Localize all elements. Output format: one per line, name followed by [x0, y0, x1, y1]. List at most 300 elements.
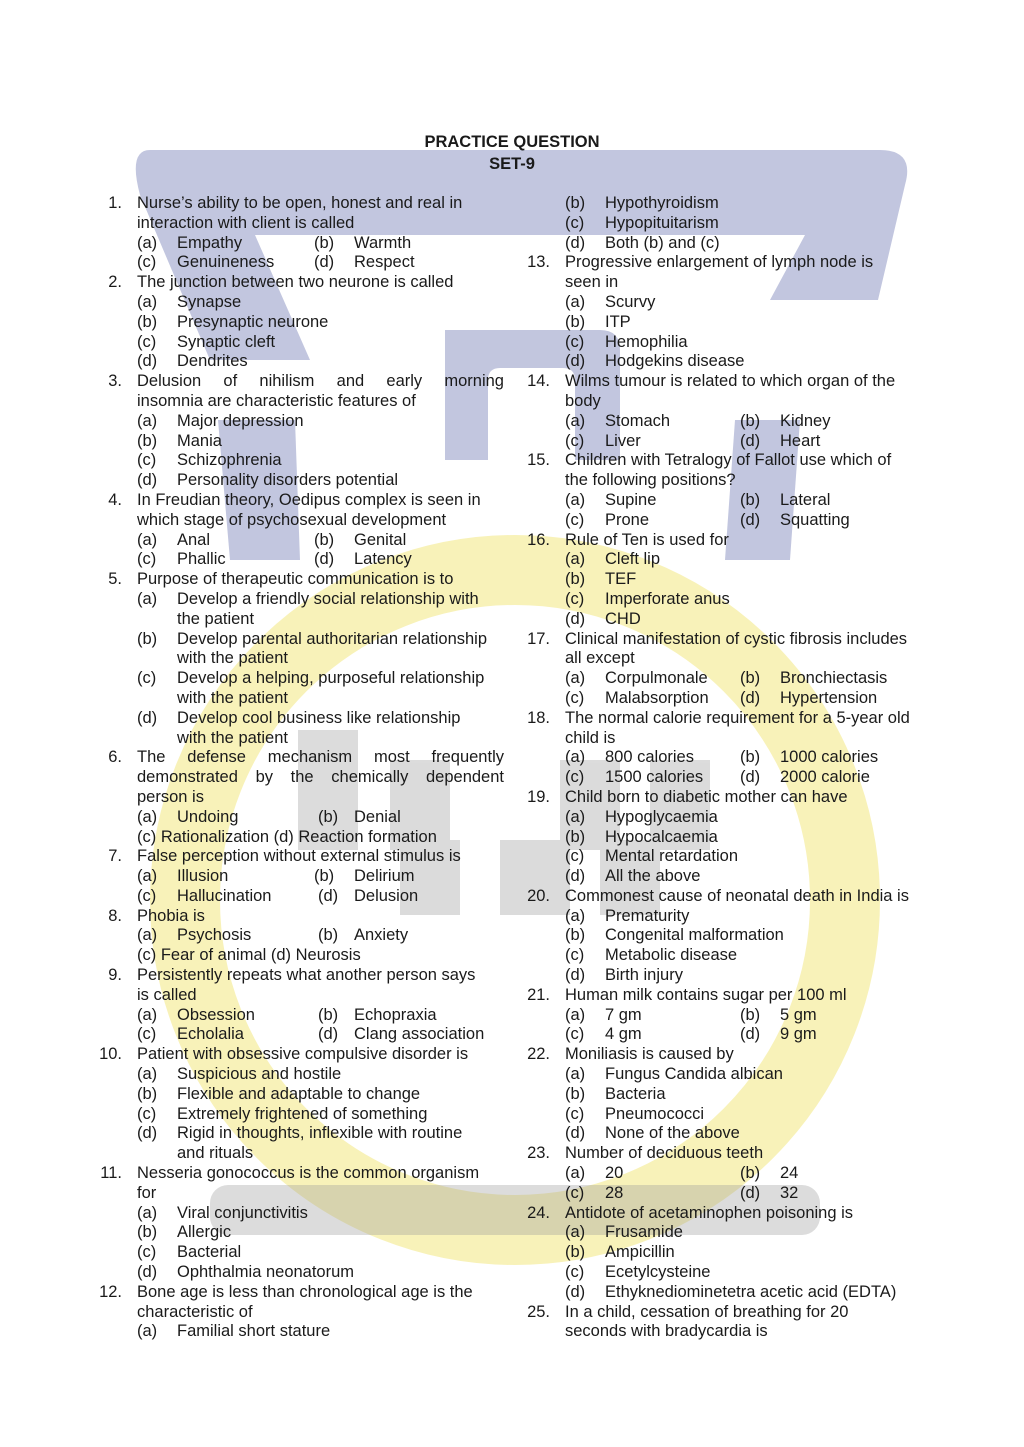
option-label: (a) [137, 411, 158, 430]
question-text: Commonest cause of neonatal death in India is [565, 886, 909, 905]
option-label: (c) [565, 213, 585, 232]
question-line [92, 313, 504, 333]
option-label: (b) [318, 926, 339, 945]
option-text: 32 [780, 1183, 799, 1202]
option-label: (c) [565, 1104, 585, 1123]
option-label: (d) [565, 1124, 586, 1143]
question-text: (c) Rationalization (d) Reaction formation [137, 827, 437, 846]
question-text: (c) Fear of animal (d) Neurosis [137, 946, 361, 965]
option-label: (c) [137, 451, 157, 470]
option-text: Develop parental authoritarian relationship [177, 629, 488, 648]
question-line [92, 491, 504, 511]
option-text: All the above [605, 867, 701, 886]
question-line [92, 293, 504, 313]
option-text: Empathy [177, 233, 243, 252]
option-text: Genital [354, 530, 407, 549]
option-label: (c) [137, 1243, 157, 1262]
option-label: (c) [137, 550, 157, 569]
question-line [92, 333, 504, 353]
option-label: (a) [137, 292, 158, 311]
question-line [92, 372, 504, 392]
question-text: Bone age is less than chronological age is the [137, 1282, 473, 1301]
option-text: Kidney [780, 411, 831, 430]
question-line [92, 1263, 504, 1283]
option-label: (b) [137, 312, 158, 331]
question-line [92, 986, 504, 1006]
option-text: Personality disorders potential [177, 471, 399, 490]
question-line [520, 372, 930, 392]
option-label: (b) [137, 1223, 158, 1242]
option-text: Familial short stature [177, 1322, 331, 1341]
option-text: Denial [354, 807, 401, 826]
question-line [92, 1243, 504, 1263]
question-text: Child born to diabetic mother can have [565, 787, 848, 806]
question-text: Children with Tetralogy of Fallot use which of [565, 451, 892, 470]
option-text: Fungus Candida albican [605, 1065, 783, 1084]
option-text: Synapse [177, 292, 242, 311]
option-label: (c) [565, 946, 585, 965]
question-text: demonstrated by the chemically dependent [137, 768, 504, 787]
option-label: (a) [137, 926, 158, 945]
option-label: (c) [137, 1025, 157, 1044]
question-line [92, 1322, 504, 1342]
option-text: Anxiety [354, 926, 409, 945]
option-label: (b) [565, 312, 586, 331]
option-label: (c) [565, 1025, 585, 1044]
option-label: (a) [565, 1005, 586, 1024]
option-label: (d) [137, 352, 158, 371]
question-line [520, 333, 930, 353]
option-label: (d) [740, 1025, 761, 1044]
question-line [520, 293, 930, 313]
question-number: 25. [527, 1302, 550, 1321]
question-line [92, 1006, 504, 1026]
option-text: Hallucination [177, 886, 272, 905]
question-line [92, 471, 504, 491]
question-line [92, 867, 504, 887]
option-text: Dendrites [177, 352, 248, 371]
option-text: Develop a helping, purposeful relationship [177, 669, 485, 688]
option-text: Bacteria [605, 1084, 666, 1103]
option-text: Undoing [177, 807, 239, 826]
question-line [92, 610, 504, 630]
option-label: (c) [137, 253, 157, 272]
option-label: (c) [565, 332, 585, 351]
option-text: Mania [177, 431, 222, 450]
question-text: Number of deciduous teeth [565, 1144, 764, 1163]
question-number: 10. [99, 1045, 122, 1064]
question-line [520, 1144, 930, 1164]
question-line [520, 709, 930, 729]
option-text: Illusion [177, 867, 229, 886]
option-label: (b) [318, 1005, 339, 1024]
option-label: (d) [740, 1183, 761, 1202]
question-text: Moniliasis is caused by [565, 1045, 734, 1064]
option-label: (a) [565, 1223, 586, 1242]
option-label: (a) [565, 807, 586, 826]
option-label: (a) [137, 589, 158, 608]
option-text: Ophthalmia neonatorum [177, 1263, 355, 1282]
question-line [92, 194, 504, 214]
question-line [520, 946, 930, 966]
option-label: (b) [314, 530, 335, 549]
question-line [520, 234, 930, 254]
question-line [92, 253, 504, 273]
question-line [92, 550, 504, 570]
option-text: Bronchiectasis [780, 669, 888, 688]
question-line [520, 253, 930, 273]
question-line [520, 630, 930, 650]
question-line [92, 1184, 504, 1204]
question-line [520, 471, 930, 491]
question-line [520, 1006, 930, 1026]
option-label: (b) [740, 669, 761, 688]
option-label: (a) [565, 906, 586, 925]
option-text: Latency [354, 550, 412, 569]
option-text: Genuineness [177, 253, 275, 272]
option-text: None of the above [605, 1124, 740, 1143]
question-line [520, 412, 930, 432]
option-label: (c) [565, 589, 585, 608]
option-text: Prematurity [605, 906, 690, 925]
question-line [520, 808, 930, 828]
question-line [520, 511, 930, 531]
option-text: Birth injury [605, 966, 683, 985]
option-text: Lateral [780, 490, 831, 509]
question-line [92, 630, 504, 650]
option-continuation: with the patient [177, 649, 288, 668]
question-line [92, 808, 504, 828]
option-text: Anal [177, 530, 211, 549]
question-number: 19. [527, 787, 550, 806]
option-label: (d) [314, 253, 335, 272]
option-label: (b) [314, 867, 335, 886]
question-line [520, 531, 930, 551]
option-text: 24 [780, 1164, 799, 1183]
option-text: 2000 calorie [780, 768, 870, 787]
question-line [92, 1204, 504, 1224]
question-number: 8. [108, 906, 122, 925]
question-line [92, 1124, 504, 1144]
question-text: The normal calorie requirement for a 5-year old [565, 708, 910, 727]
question-line [92, 214, 504, 234]
question-line [520, 570, 930, 590]
option-text: Hodgekins disease [605, 352, 745, 371]
option-text: Ethyknediominetetra acetic acid (EDTA) [605, 1282, 897, 1301]
option-text: Develop a friendly social relationship with [177, 589, 479, 608]
option-label: (c) [565, 768, 585, 787]
option-text: Phallic [177, 550, 226, 569]
option-label: (a) [137, 530, 158, 549]
option-text: Hypocalcaemia [605, 827, 718, 846]
question-text: seconds with bradycardia is [565, 1322, 768, 1341]
option-label: (d) [565, 966, 586, 985]
question-line [92, 570, 504, 590]
question-line [92, 1025, 504, 1045]
option-label: (d) [740, 768, 761, 787]
option-text: Warmth [354, 233, 412, 252]
option-label: (c) [137, 332, 157, 351]
option-label: (d) [137, 708, 158, 727]
option-text: Both (b) and (c) [605, 233, 720, 252]
question-line [92, 1223, 504, 1243]
option-label: (b) [314, 233, 335, 252]
question-text: Human milk contains sugar per 100 ml [565, 985, 847, 1004]
option-label: (a) [137, 1203, 158, 1222]
question-text: Antidote of acetaminophen poisoning is [565, 1203, 854, 1222]
option-text: Metabolic disease [605, 946, 738, 965]
option-text: Hypoglycaemia [605, 807, 718, 826]
option-text: 1000 calories [780, 748, 879, 767]
option-text: Corpulmonale [605, 669, 708, 688]
question-line [520, 1085, 930, 1105]
question-line [92, 1085, 504, 1105]
question-line [92, 451, 504, 471]
option-label: (b) [740, 490, 761, 509]
question-text: characteristic of [137, 1302, 253, 1321]
question-text: child is [565, 728, 616, 747]
option-text: Hypothyroidism [605, 194, 719, 212]
option-label: (b) [565, 827, 586, 846]
option-label: (a) [137, 233, 158, 252]
question-line [92, 1045, 504, 1065]
question-number: 17. [527, 629, 550, 648]
option-label: (a) [137, 1065, 158, 1084]
option-text: Flexible and adaptable to change [177, 1084, 421, 1103]
question-line [520, 748, 930, 768]
question-line [520, 669, 930, 689]
question-line [520, 352, 930, 372]
question-line [92, 392, 504, 412]
option-label: (a) [565, 1065, 586, 1084]
option-text: Obsession [177, 1005, 255, 1024]
question-line [520, 966, 930, 986]
question-text: person is [137, 787, 204, 806]
question-number: 23. [527, 1144, 550, 1163]
question-text: Patient with obsessive compulsive disorder is [137, 1045, 469, 1064]
question-text: Progressive enlargement of lymph node is [565, 253, 874, 272]
question-line [92, 669, 504, 689]
left-column [92, 194, 504, 1342]
question-line [520, 1164, 930, 1184]
option-label: (b) [137, 431, 158, 450]
option-text: Congenital malformation [605, 926, 784, 945]
option-label: (b) [137, 1084, 158, 1103]
option-text: Psychosis [177, 926, 252, 945]
option-text: Cleft lip [605, 550, 661, 569]
question-line [92, 511, 504, 531]
question-text: In Freudian theory, Oedipus complex is seen in [137, 490, 481, 509]
question-line [520, 729, 930, 749]
question-number: 16. [527, 530, 550, 549]
page-title: PRACTICE QUESTION [424, 133, 600, 151]
question-line [520, 1303, 930, 1323]
question-text: body [565, 391, 601, 410]
question-line [92, 1144, 504, 1164]
question-text: False perception without external stimulus is [137, 847, 461, 866]
question-line [92, 531, 504, 551]
question-line [92, 847, 504, 867]
question-line [92, 828, 504, 848]
option-label: (d) [137, 1263, 158, 1282]
question-line [92, 748, 504, 768]
question-line [520, 1223, 930, 1243]
option-label: (d) [318, 886, 339, 905]
option-label: (d) [740, 510, 761, 529]
page-subtitle: SET-9 [489, 155, 535, 173]
option-label: (c) [137, 669, 157, 688]
option-text: 1500 calories [605, 768, 704, 787]
question-number: 5. [108, 570, 122, 589]
question-line [92, 649, 504, 669]
option-text: Bacterial [177, 1243, 242, 1262]
question-line [520, 432, 930, 452]
option-label: (a) [137, 1322, 158, 1341]
question-line [520, 1283, 930, 1303]
question-line [92, 1105, 504, 1125]
option-label: (c) [565, 431, 585, 450]
option-label: (b) [565, 570, 586, 589]
question-line [520, 392, 930, 412]
question-number: 1. [108, 194, 122, 212]
option-text: Allergic [177, 1223, 232, 1242]
option-text: Frusamide [605, 1223, 683, 1242]
option-text: CHD [605, 609, 641, 628]
question-line [520, 1045, 930, 1065]
option-text: Respect [354, 253, 415, 272]
question-line [520, 194, 930, 214]
option-label: (d) [565, 1282, 586, 1301]
option-label: (b) [137, 629, 158, 648]
option-label: (d) [740, 688, 761, 707]
question-number: 22. [527, 1045, 550, 1064]
question-line [520, 1243, 930, 1263]
question-line [520, 887, 930, 907]
question-text: insomnia are characteristic features of [137, 391, 416, 410]
option-text: Supine [605, 490, 657, 509]
option-label: (c) [137, 1104, 157, 1123]
question-text: Phobia is [137, 906, 205, 925]
option-label: (a) [565, 669, 586, 688]
question-number: 11. [100, 1164, 122, 1183]
question-line [520, 649, 930, 669]
option-text: Scurvy [605, 292, 656, 311]
option-label: (b) [740, 1005, 761, 1024]
question-line [92, 926, 504, 946]
question-text: which stage of psychosexual development [137, 510, 447, 529]
question-line [520, 1025, 930, 1045]
option-text: Hypopituitarism [605, 213, 719, 232]
option-label: (b) [740, 748, 761, 767]
option-label: (a) [565, 550, 586, 569]
question-number: 9. [108, 966, 122, 985]
question-text: the following positions? [565, 471, 736, 490]
option-label: (a) [137, 807, 158, 826]
question-text: The defense mechanism most frequently [137, 748, 504, 767]
option-text: Delusion [354, 886, 419, 905]
option-text: Clang association [354, 1025, 485, 1044]
question-line [520, 491, 930, 511]
option-label: (a) [137, 867, 158, 886]
option-text: 4 gm [605, 1025, 642, 1044]
question-line [92, 1164, 504, 1184]
question-text: Nurse’s ability to be open, honest and real in [137, 194, 463, 212]
option-text: Develop cool business like relationship [177, 708, 461, 727]
right-column [520, 194, 930, 1342]
question-line [92, 768, 504, 788]
question-line [92, 1303, 504, 1323]
option-text: Viral conjunctivitis [177, 1203, 308, 1222]
question-line [92, 887, 504, 907]
option-label: (d) [314, 550, 335, 569]
option-label: (b) [565, 194, 586, 212]
question-number: 4. [108, 490, 122, 509]
question-number: 18. [527, 708, 550, 727]
question-line [520, 1322, 930, 1342]
option-label: (d) [565, 352, 586, 371]
option-label: (d) [318, 1025, 339, 1044]
option-label: (a) [565, 748, 586, 767]
option-label: (c) [565, 1263, 585, 1282]
option-text: Liver [605, 431, 641, 450]
question-line [520, 550, 930, 570]
question-line [92, 689, 504, 709]
option-label: (c) [565, 847, 585, 866]
option-text: Echolalia [177, 1025, 244, 1044]
option-text: Schizophrenia [177, 451, 282, 470]
question-line [520, 847, 930, 867]
option-label: (d) [137, 471, 158, 490]
option-text: Delirium [354, 867, 415, 886]
option-text: 20 [605, 1164, 624, 1183]
option-text: 800 calories [605, 748, 694, 767]
question-line [92, 1283, 504, 1303]
option-text: Major depression [177, 411, 304, 430]
question-line [520, 1065, 930, 1085]
option-label: (c) [137, 886, 157, 905]
question-line [520, 1204, 930, 1224]
option-text: Heart [780, 431, 821, 450]
question-number: 6. [108, 748, 122, 767]
option-text: Malabsorption [605, 688, 709, 707]
option-text: Synaptic cleft [177, 332, 276, 351]
option-label: (c) [565, 1183, 585, 1202]
option-text: Echopraxia [354, 1005, 437, 1024]
option-text: Hypertension [780, 688, 878, 707]
option-label: (d) [565, 233, 586, 252]
question-number: 7. [108, 847, 122, 866]
question-number: 12. [99, 1282, 122, 1301]
question-line [520, 1124, 930, 1144]
option-text: TEF [605, 570, 637, 589]
question-text: Delusion of nihilism and early morning [137, 372, 504, 391]
question-line [520, 986, 930, 1006]
question-line [520, 1105, 930, 1125]
question-text: Clinical manifestation of cystic fibrosis includes [565, 629, 908, 648]
question-text: Purpose of therapeutic communication is to [137, 570, 454, 589]
question-text: The junction between two neurone is called [137, 273, 454, 292]
question-line [92, 709, 504, 729]
question-line [92, 234, 504, 254]
option-label: (b) [565, 926, 586, 945]
option-text: Hemophilia [605, 332, 688, 351]
question-line [92, 788, 504, 808]
question-line [92, 946, 504, 966]
option-label: (b) [318, 807, 339, 826]
option-text: Squatting [780, 510, 850, 529]
question-line [520, 828, 930, 848]
option-text: ITP [605, 312, 631, 331]
